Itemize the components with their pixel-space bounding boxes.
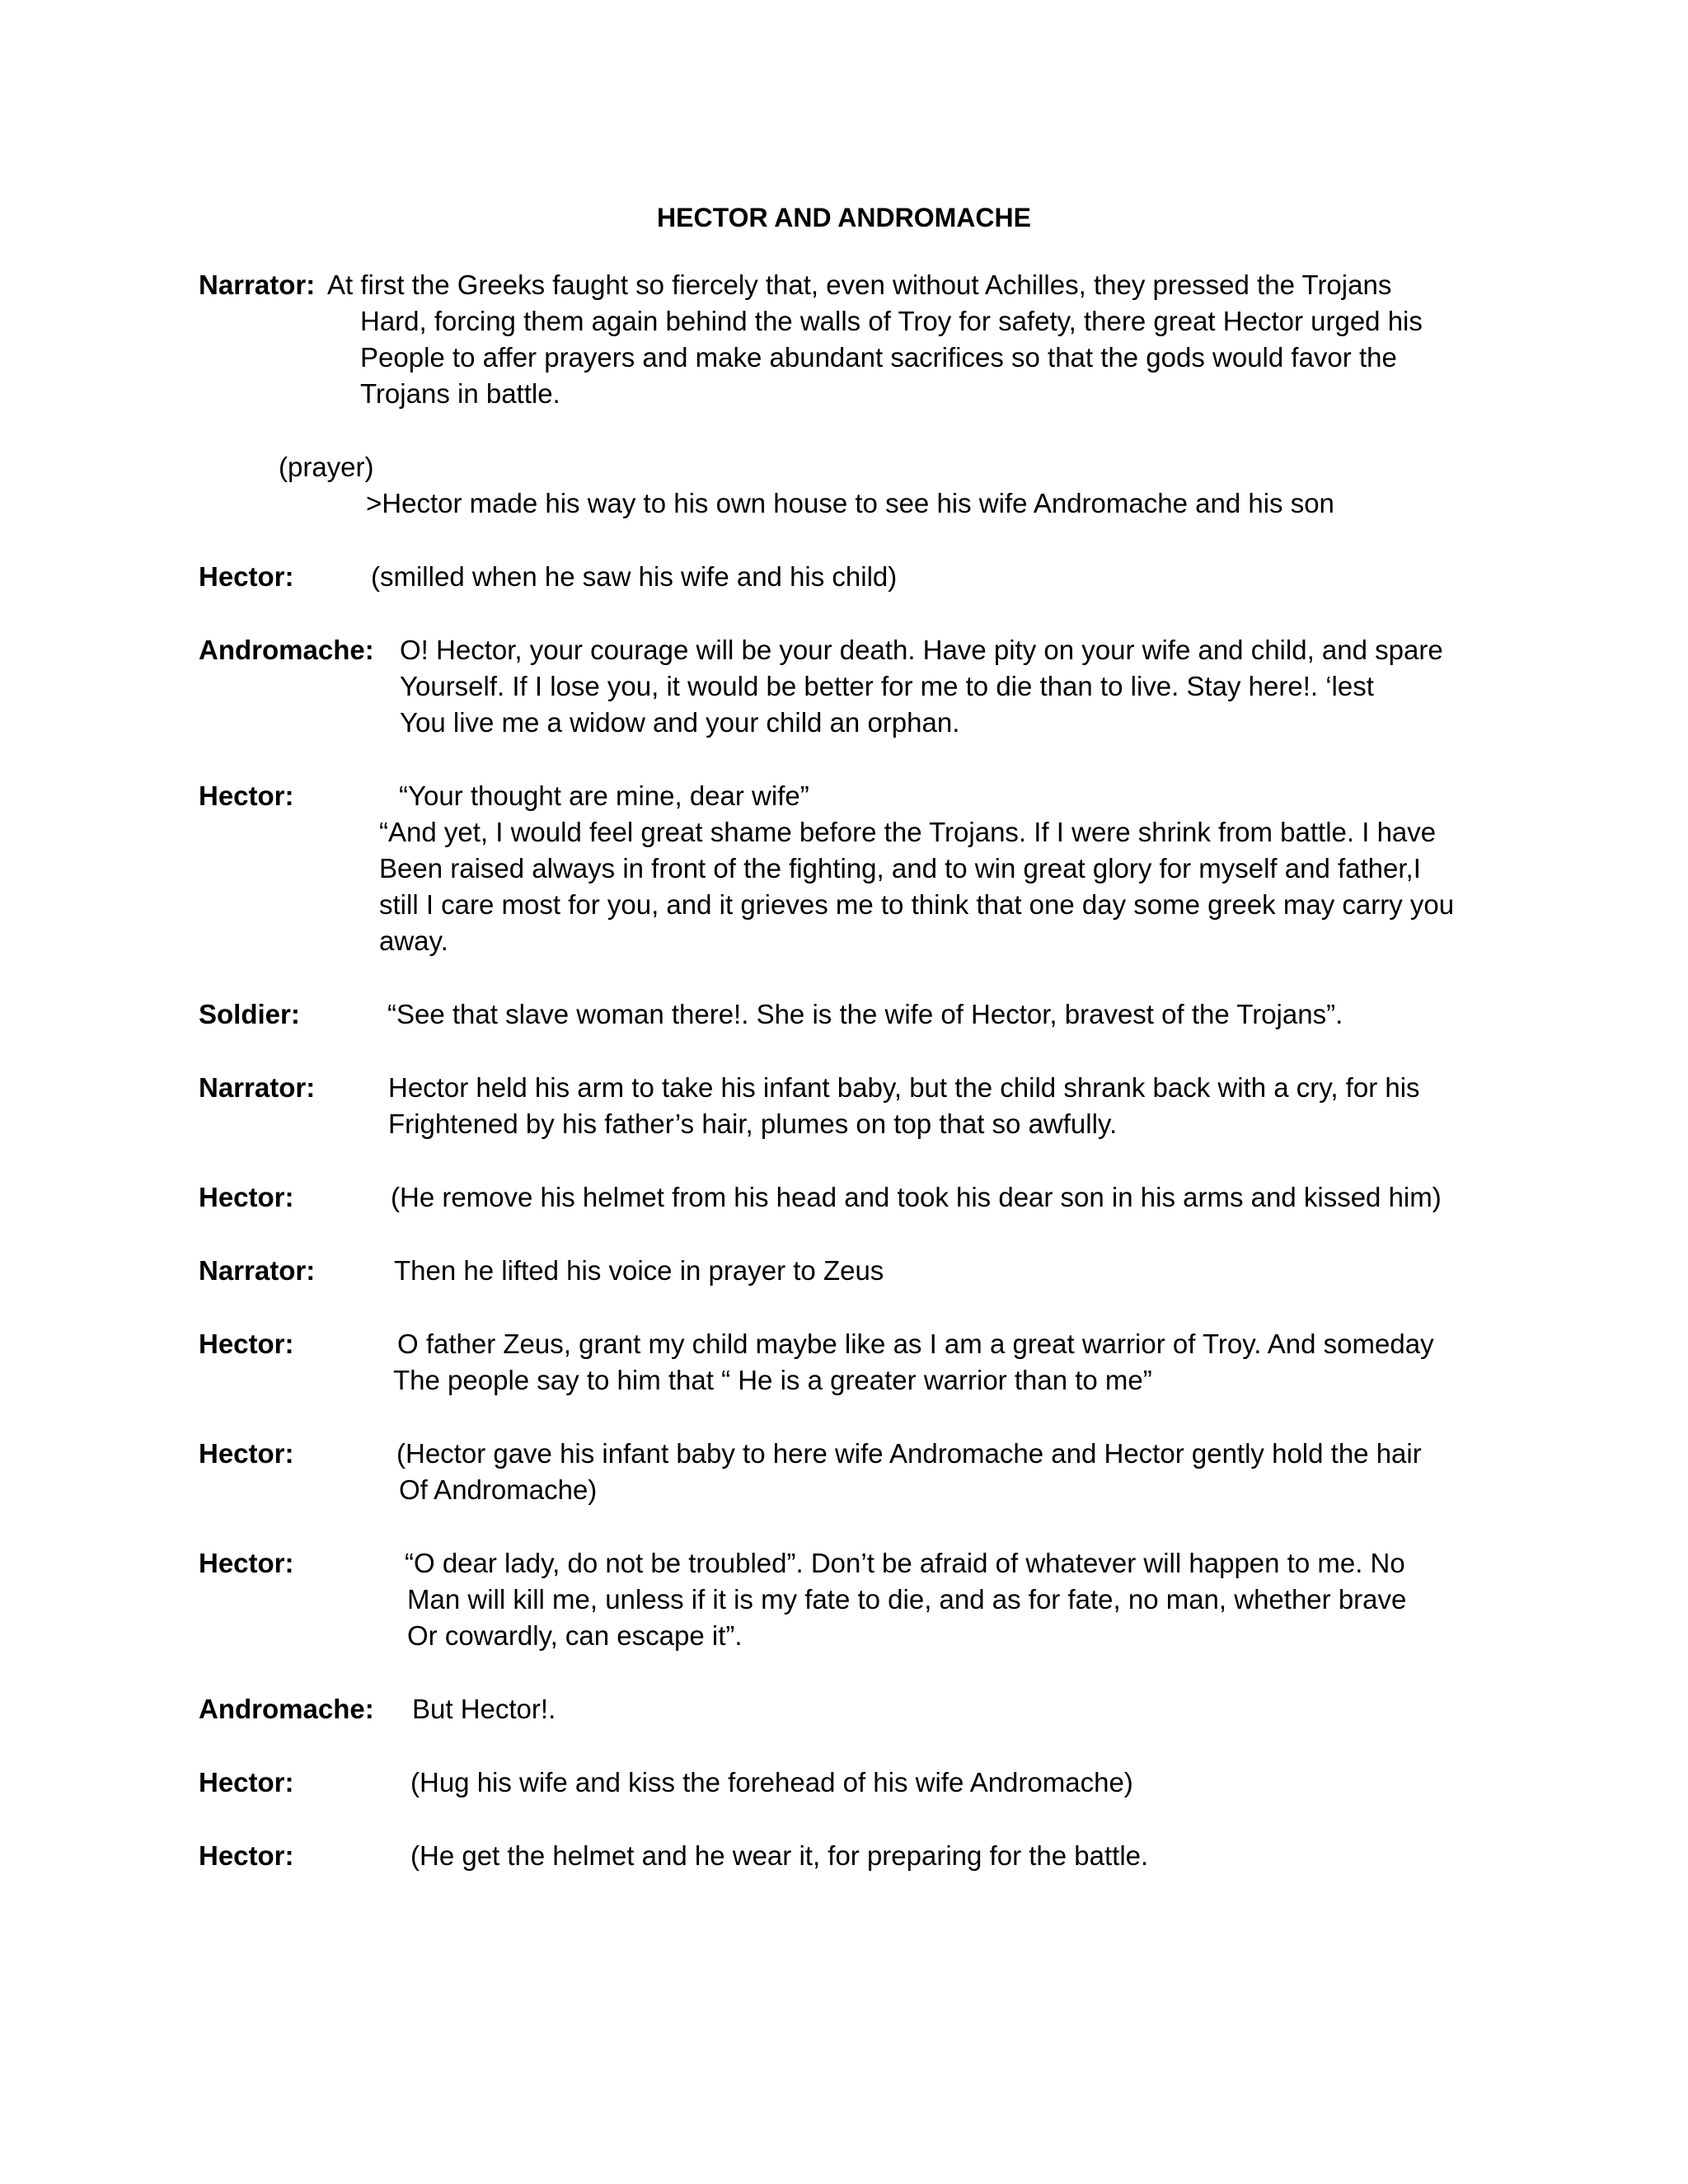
- dialogue-line: Then he lifted his voice in prayer to Zeus: [394, 1255, 884, 1286]
- speaker-label: Hector:: [199, 1438, 294, 1469]
- dialogue-line: Man will kill me, unless if it is my fate to die, and as for fate, no man, whether brave: [407, 1584, 1407, 1615]
- speaker-label: Hector:: [199, 561, 294, 592]
- dialogue-line: Hector held his arm to take his infant baby, but the child shrank back with a cry, for his: [388, 1072, 1420, 1103]
- dialogue-line: away.: [379, 926, 448, 956]
- dialogue-line: (Hug his wife and kiss the forehead of his wife Andromache): [410, 1767, 1133, 1797]
- dialogue-line: Hard, forcing them again behind the walls of Troy for safety, there great Hector urged his: [360, 306, 1423, 336]
- dialogue-line: People to affer prayers and make abundant sacrifices so that the gods would favor the: [360, 342, 1397, 373]
- dialogue-line: Yourself. If I lose you, it would be better for me to die than to live. Stay here!. ‘lest: [400, 671, 1374, 701]
- speaker-label: Hector:: [199, 780, 294, 811]
- dialogue-line: The people say to him that “ He is a greater warrior than to me”: [393, 1365, 1152, 1395]
- dialogue-line: Trojans in battle.: [360, 378, 560, 409]
- speaker-label: Hector:: [199, 1767, 294, 1797]
- dialogue-line: “See that slave woman there!. She is the wife of Hector, bravest of the Trojans”.: [387, 999, 1343, 1029]
- dialogue-line: Of Andromache): [399, 1474, 598, 1505]
- dialogue-line: Or cowardly, can escape it”.: [407, 1620, 743, 1651]
- speaker-label: Andromache:: [199, 1694, 374, 1724]
- dialogue-line: (He get the helmet and he wear it, for preparing for the battle.: [410, 1840, 1149, 1871]
- dialogue-line: (smilled when he saw his wife and his child): [371, 561, 898, 592]
- speaker-label: Hector:: [199, 1840, 294, 1871]
- dialogue-line: (He remove his helmet from his head and took his dear son in his arms and kissed him): [391, 1182, 1442, 1212]
- speaker-label: Hector:: [199, 1182, 294, 1212]
- speaker-label: Hector:: [199, 1329, 294, 1359]
- speaker-label: Narrator:: [199, 1072, 316, 1103]
- dialogue-line: “O dear lady, do not be troubled”. Don’t be afraid of whatever will happen to me. No: [405, 1548, 1405, 1578]
- speaker-label: Andromache:: [199, 635, 374, 665]
- dialogue-line: “And yet, I would feel great shame before the Trojans. If I were shrink from battle. I have: [379, 817, 1437, 847]
- speaker-label: Narrator:: [199, 1255, 316, 1286]
- stage-direction: >Hector made his way to his own house to see his wife Andromache and his son: [366, 488, 1334, 518]
- dialogue-line: Frightened by his father’s hair, plumes on top that so awfully.: [388, 1108, 1118, 1139]
- page-title: HECTOR AND ANDROMACHE: [657, 203, 1031, 232]
- dialogue-line: (Hector gave his infant baby to here wife Andromache and Hector gently hold the hair: [396, 1438, 1422, 1469]
- dialogue-line: O father Zeus, grant my child maybe like as I am a great warrior of Troy. And someday: [397, 1329, 1434, 1359]
- dialogue-line: O! Hector, your courage will be your death. Have pity on your wife and child, and spare: [400, 635, 1443, 665]
- dialogue-line: Been raised always in front of the fighting, and to win great glory for myself and father,I: [379, 853, 1421, 883]
- dialogue-line: “Your thought are mine, dear wife”: [399, 780, 809, 811]
- speaker-label: Soldier:: [199, 999, 300, 1029]
- speaker-label: Narrator:: [199, 269, 316, 300]
- dialogue-line: But Hector!.: [412, 1694, 556, 1724]
- stage-direction: (prayer): [279, 452, 374, 482]
- dialogue-line: still I care most for you, and it grieves me to think that one day some greek may carry you: [379, 889, 1455, 920]
- dialogue-line: You live me a widow and your child an orphan.: [400, 707, 960, 738]
- dialogue-line: At first the Greeks faught so fiercely that, even without Achilles, they pressed the Trojans: [327, 269, 1392, 300]
- speaker-label: Hector:: [199, 1548, 294, 1578]
